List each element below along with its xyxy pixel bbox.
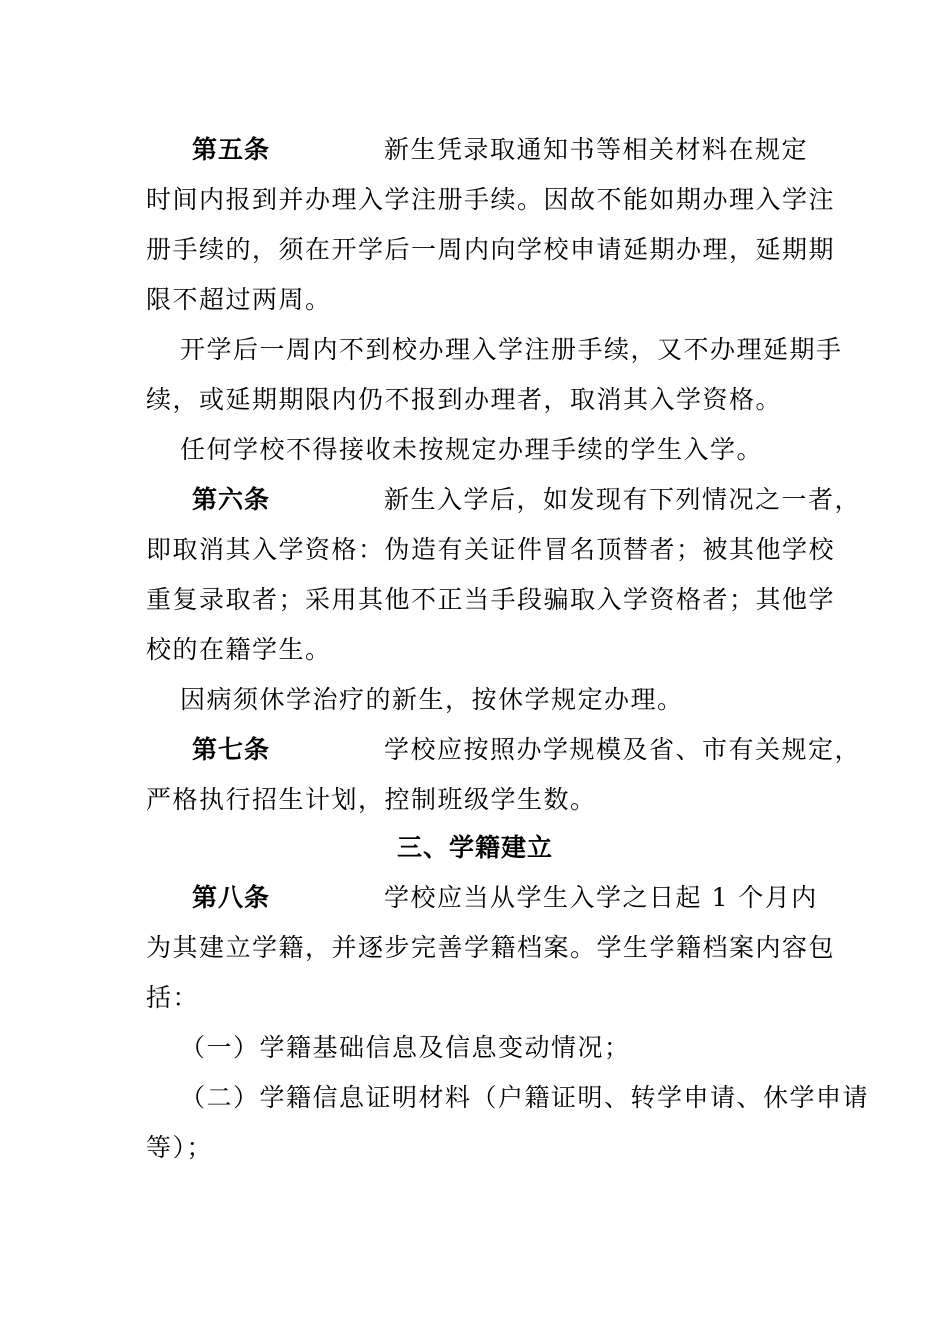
article-8-item-2-line: （二）学籍信息证明材料（户籍证明、转学申请、休学申请	[180, 1083, 870, 1112]
article-6-line: 校的在籍学生。	[146, 635, 332, 664]
article-5-label: 第五条	[192, 135, 271, 164]
article-6-line: 即取消其入学资格：伪造有关证件冒名顶替者；被其他学校	[146, 535, 836, 564]
article-8-item-1: （一）学籍基础信息及信息变动情况；	[180, 1033, 631, 1062]
section-heading: 三、学籍建立	[396, 833, 553, 862]
article-8-item-2-line: 等）；	[146, 1133, 214, 1162]
article-8-line: 括：	[146, 983, 200, 1012]
article-8-first-line: 学校应当从学生入学之日起 1 个月内	[384, 883, 818, 912]
article-5-first-line: 新生凭录取通知书等相关材料在规定	[384, 135, 809, 164]
article-5-paragraph-3: 任何学校不得接收未按规定办理手续的学生入学。	[180, 435, 764, 464]
article-6-paragraph-2: 因病须休学治疗的新生，按休学规定办理。	[180, 685, 684, 714]
article-5-line: 限不超过两周。	[146, 285, 332, 314]
article-8-label: 第八条	[192, 883, 271, 912]
article-5-line: 册手续的，须在开学后一周内向学校申请延期办理，延期期	[146, 235, 836, 264]
article-5-line: 时间内报到并办理入学注册手续。因故不能如期办理入学注	[146, 185, 836, 214]
article-5-paragraph-2-line: 续，或延期期限内仍不报到办理者，取消其入学资格。	[146, 385, 783, 414]
article-7-first-line: 学校应按照办学规模及省、市有关规定，	[384, 735, 862, 764]
article-6-first-line: 新生入学后，如发现有下列情况之一者，	[384, 485, 862, 514]
article-6-line: 重复录取者；采用其他不正当手段骗取入学资格者；其他学	[146, 585, 836, 614]
article-5-paragraph-2-line: 开学后一周内不到校办理入学注册手续，又不办理延期手	[180, 335, 843, 364]
article-8-line: 为其建立学籍，并逐步完善学籍档案。学生学籍档案内容包	[146, 933, 836, 962]
article-7-label: 第七条	[192, 735, 271, 764]
article-7-line: 严格执行招生计划，控制班级学生数。	[146, 785, 597, 814]
article-6-label: 第六条	[192, 485, 271, 514]
